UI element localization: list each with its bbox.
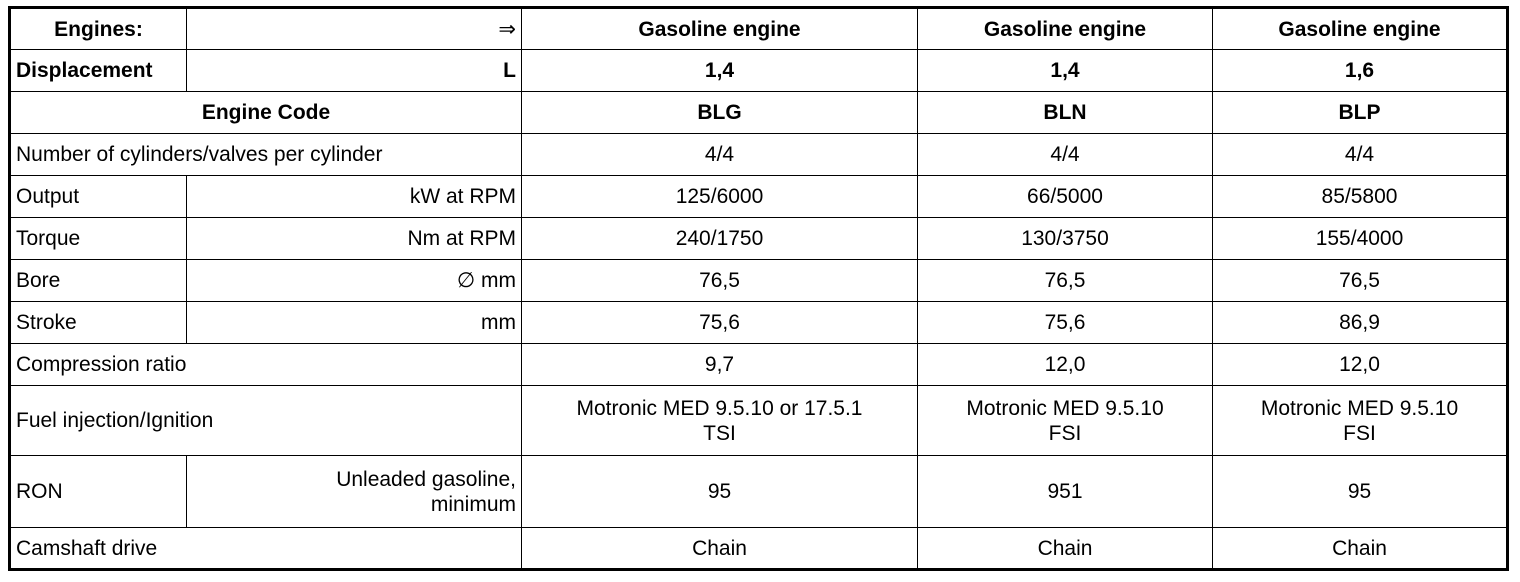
stroke-label: Stroke [10, 302, 187, 344]
stroke-value-2: 75,6 [918, 302, 1213, 344]
compression-value-1: 9,7 [522, 344, 918, 386]
displacement-value-1: 1,4 [522, 50, 918, 92]
fuel-injection-value-2-line2: FSI [1048, 421, 1082, 445]
bore-value-1: 76,5 [522, 260, 918, 302]
engines-label: Engines: [10, 8, 187, 50]
camshaft-value-3: Chain [1213, 528, 1508, 570]
table-row-compression [10, 344, 1508, 386]
bore-value-3: 76,5 [1213, 260, 1508, 302]
table-row-engine-code [10, 92, 1508, 134]
bore-unit: ∅ mm [187, 260, 522, 302]
cylinders-value-3: 4/4 [1213, 134, 1508, 176]
fuel-injection-value-1 [522, 386, 918, 456]
compression-value-3: 12,0 [1213, 344, 1508, 386]
displacement-value-3: 1,6 [1213, 50, 1508, 92]
displacement-unit: L [187, 50, 522, 92]
camshaft-value-1: Chain [522, 528, 918, 570]
table-row-displacement [10, 50, 1508, 92]
ron-unit [187, 456, 522, 528]
compression-value-2: 12,0 [918, 344, 1213, 386]
output-label: Output [10, 176, 187, 218]
engine-type-1: Gasoline engine [522, 8, 918, 50]
table-row-engines [10, 8, 1508, 50]
fuel-injection-label: Fuel injection/Ignition [10, 386, 522, 456]
torque-value-1: 240/1750 [522, 218, 918, 260]
torque-label: Torque [10, 218, 187, 260]
engine-code-label: Engine Code [10, 92, 522, 134]
stroke-value-1: 75,6 [522, 302, 918, 344]
engine-type-3: Gasoline engine [1213, 8, 1508, 50]
bore-label: Bore [10, 260, 187, 302]
output-value-2: 66/5000 [918, 176, 1213, 218]
fuel-injection-value-3-line2: FSI [1343, 421, 1376, 445]
engine-code-3: BLP [1213, 92, 1508, 134]
table-row-camshaft [10, 528, 1508, 570]
arrow-icon: ⇒ [187, 8, 522, 50]
engine-code-2: BLN [918, 92, 1213, 134]
torque-value-3: 155/4000 [1213, 218, 1508, 260]
output-value-1: 125/6000 [522, 176, 918, 218]
compression-label: Compression ratio [10, 344, 522, 386]
ron-value-3: 95 [1213, 456, 1508, 528]
engine-code-1: BLG [522, 92, 918, 134]
stroke-value-3: 86,9 [1213, 302, 1508, 344]
ron-value-1: 95 [522, 456, 918, 528]
displacement-label: Displacement [10, 50, 187, 92]
table-row-fuel-injection [10, 386, 1508, 456]
fuel-injection-value-3 [1213, 386, 1508, 456]
camshaft-label: Camshaft drive [10, 528, 522, 570]
fuel-injection-value-1-line1: Motronic MED 9.5.10 or 17.5.1 [576, 396, 863, 420]
torque-value-2: 130/3750 [918, 218, 1213, 260]
ron-label: RON [10, 456, 187, 528]
cylinders-value-1: 4/4 [522, 134, 918, 176]
ron-unit-line2: minimum [430, 492, 516, 516]
table-row-cylinders [10, 134, 1508, 176]
engine-spec-table [8, 6, 1509, 571]
table-row-bore [10, 260, 1508, 302]
cylinders-value-2: 4/4 [918, 134, 1213, 176]
cylinders-label: Number of cylinders/valves per cylinder [10, 134, 522, 176]
output-value-3: 85/5800 [1213, 176, 1508, 218]
ron-unit-line1: Unleaded gasoline, [336, 467, 516, 491]
ron-value-2: 951 [918, 456, 1213, 528]
table-row-stroke [10, 302, 1508, 344]
table-row-output [10, 176, 1508, 218]
camshaft-value-2: Chain [918, 528, 1213, 570]
torque-unit: Nm at RPM [187, 218, 522, 260]
stroke-unit: mm [187, 302, 522, 344]
displacement-value-2: 1,4 [918, 50, 1213, 92]
bore-value-2: 76,5 [918, 260, 1213, 302]
table-row-torque [10, 218, 1508, 260]
output-unit: kW at RPM [187, 176, 522, 218]
fuel-injection-value-3-line1: Motronic MED 9.5.10 [1260, 396, 1459, 420]
fuel-injection-value-2-line1: Motronic MED 9.5.10 [966, 396, 1164, 420]
fuel-injection-value-2 [918, 386, 1213, 456]
engine-type-2: Gasoline engine [918, 8, 1213, 50]
table-row-ron [10, 456, 1508, 528]
fuel-injection-value-1-line2: TSI [703, 421, 736, 445]
